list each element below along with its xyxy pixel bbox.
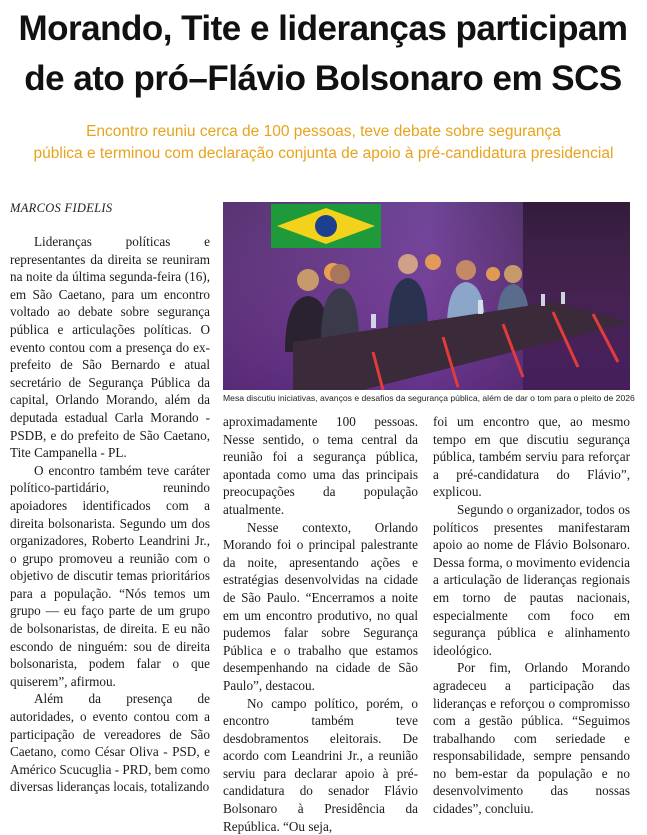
headline xyxy=(8,4,638,104)
event-photo-illustration xyxy=(223,202,630,390)
photo-caption: Mesa discutiu iniciativas, avanços e desafios da segurança pública, além de dar o tom para o pleito de 2026 xyxy=(223,392,633,404)
paragraph: Além da presença de autoridades, o evento contou com a participação de vereadores de São Caetano, como César Oliva - PSD, e Américo Scucuglia - PRD, bem como diversas lideranças locais, totalizando xyxy=(10,690,210,796)
brazil-flag-icon xyxy=(271,204,381,248)
subheadline-line-1: Encontro reuniu cerca de 100 pessoas, teve debate sobre segurança xyxy=(86,123,561,140)
article-column-2 xyxy=(223,413,418,835)
paragraph: Nesse contexto, Orlando Morando foi o principal palestrante da noite, apresentando ações e estratégias desenvolvidas na cidade de São Paulo. “Encerramos a noite em um encontro produtivo, no qual pudemos falar sobre Segurança Pública e o trabalho que estamos desempenhando na cidade de São Paulo”, destacou. xyxy=(223,519,418,695)
paragraph: Segundo o organizador, todos os políticos presentes manifestaram apoio ao nome de Flávio Bolsonaro. Dessa forma, o movimento evidencia a articulação de lideranças regionais em torno de pautas nacionais, especialmente com foco em segurança pública e alinhamento ideológico. xyxy=(433,501,630,659)
event-photo xyxy=(223,202,630,390)
paragraph: O encontro também teve caráter político-partidário, reunindo apoiadores identificados com a direita bolsonarista. Segundo um dos organizadores, Roberto Leandrini Jr., o grupo promoveu a reunião com o objetivo de discutir temas prioritários para a população. “Nós temos um grupo — eu faço parte de um grupo de bolsonaristas, de direita. E eu não escondo de ninguém: sou de direita bolsonarista, podem falar o que quiserem”, afirmou. xyxy=(10,462,210,691)
paragraph: Lideranças políticas e representantes da direita se reuniram na noite da última segunda-feira (16), em São Caetano, para um encontro voltado ao debate sobre segurança pública e articulações políticas. O evento contou com a presença do ex-prefeito de São Bernardo e atual secretário de Segurança Pública da capital, Orlando Morando, além da deputada estadual Carla Morando - PSDB, e do prefeito de São Caetano, Tite Campanella - PL. xyxy=(10,233,210,462)
paragraph: aproximadamente 100 pessoas. Nesse sentido, o tema central da reunião foi a segurança pública, apontada como uma das principais preocupações da população atualmente. xyxy=(223,413,418,519)
headline-line-2: de ato pró–Flávio Bolsonaro em SCS xyxy=(24,59,622,98)
byline: MARCOS FIDELIS xyxy=(10,201,112,216)
paragraph: No campo político, porém, o encontro também teve desdobramentos eleitorais. De acordo com Leandrini Jr., a reunião serviu para declarar apoio à pré-candidatura do senador Flávio Bolsonaro à Presidência da República. “Ou seja, xyxy=(223,695,418,835)
headline-line-1: Morando, Tite e lideranças participam xyxy=(18,9,627,48)
article-column-1 xyxy=(10,233,210,796)
subheadline-line-2: pública e terminou com declaração conjunta de apoio à pré-candidatura presidencial xyxy=(34,145,614,162)
subheadline xyxy=(20,121,627,165)
paragraph: foi um encontro que, ao mesmo tempo em que discutiu segurança pública, também serviu para reforçar a pré-candidatura do Flávio”, explicou. xyxy=(433,413,630,501)
article-column-3 xyxy=(433,413,630,818)
paragraph: Por fim, Orlando Morando agradeceu a participação das lideranças e reforçou o compromisso com a gestão pública. “Seguimos trabalhando com seriedade e responsabilidade, sempre pensando no bem-estar da população e no desenvolvimento das nossas cidades”, concluiu. xyxy=(433,659,630,817)
